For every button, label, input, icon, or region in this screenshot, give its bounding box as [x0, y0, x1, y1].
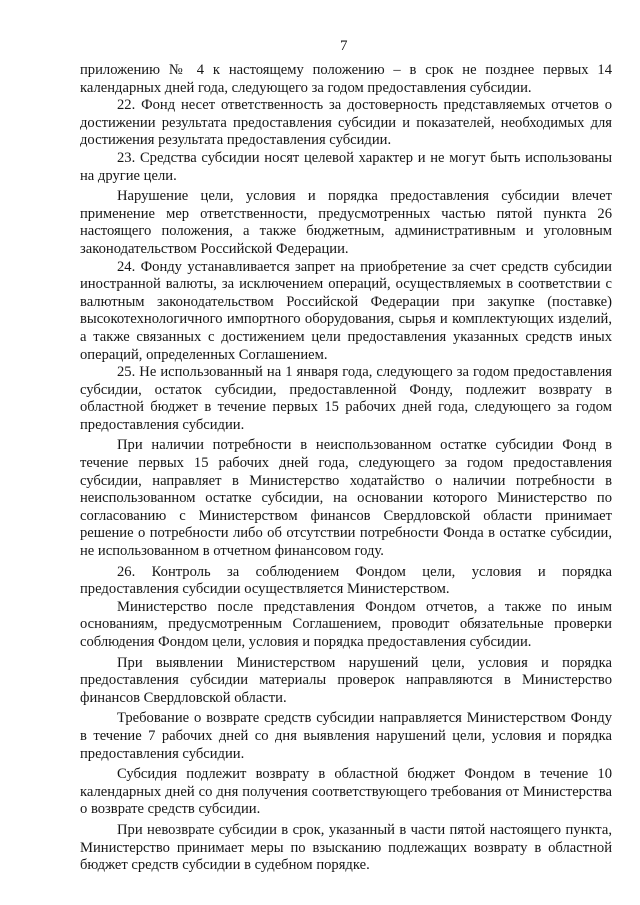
paragraph-25-need: При наличии потребности в неиспользованном остатке субсидии Фонд в течение первых 15 рабочих дней года, следующего за годом предоставления субсидии, направляет в Министерство ходатайство о наличии потребности в неиспользованном остатке субсидии, на основании которого Министерство по согласованию с Министерством финансов Свердловской области принимает решение о потребности либо об отсутствии потребности Фонда в остатке субсидии, не использованном в отчетном финансовом году.	[80, 437, 612, 560]
paragraph-26: 26. Контроль за соблюдением Фондом цели, условия и порядка предоставления субсидии осуществляется Министерством.	[80, 563, 612, 598]
paragraph-25: 25. Не использованный на 1 января года, следующего за годом предоставления субсидии, остаток субсидии, предоставленной Фонду, подлежит возврату в областной бюджет в течение первых 15 рабочих дней года, следующего за годом предоставления субсидии.	[80, 364, 612, 433]
paragraph-26-inspections: Министерство после представления Фондом отчетов, а также по иным основаниям, предусмотренным Соглашением, проводит обязательные проверки соблюдения Фондом цели, условия и порядка предоставления субсидии.	[80, 598, 612, 650]
page-number: 7	[340, 38, 348, 54]
paragraph-26-demand: Требование о возврате средств субсидии направляется Министерством Фонду в течение 7 рабочих дней со дня выявления нарушений цели, условия и порядка предоставления субсидии.	[80, 710, 612, 762]
paragraph-23: 23. Средства субсидии носят целевой характер и не могут быть использованы на другие цели.	[80, 149, 612, 184]
paragraph-24: 24. Фонду устанавливается запрет на приобретение за счет средств субсидии иностранной валюты, за исключением операций, осуществляемых в соответствии с валютным законодательством Российской Федерации при закупке (поставке) высокотехнологичного импортного оборудования, сырья и комплектующих изделий, а также связанных с достижением цели предоставления указанных средств иных операций, определенных Соглашением.	[80, 258, 612, 363]
paragraph-26-enforcement: При невозврате субсидии в срок, указанный в части пятой настоящего пункта, Министерство принимает меры по взысканию подлежащих возврату в областной бюджет средств субсидии в судебном порядке.	[80, 821, 612, 874]
document-body	[80, 62, 612, 875]
paragraph-22: 22. Фонд несет ответственность за достоверность представляемых отчетов о достижении результата предоставления субсидии и показателей, необходимых для достижения результата предоставления субсидии.	[80, 97, 612, 149]
paragraph-23-violation: Нарушение цели, условия и порядка предоставления субсидии влечет применение мер ответственности, предусмотренных частью пятой пункта 26 настоящего положения, а также бюджетным, административным и уголовным законодательством Российской Федерации.	[80, 188, 612, 257]
paragraph-26-refund: Субсидия подлежит возврату в областной бюджет Фондом в течение 10 календарных дней со дня получения соответствующего требования от Министерства о возврате средств субсидии.	[80, 766, 612, 818]
paragraph-continuation: приложению № 4 к настоящему положению – в срок не позднее первых 14 календарных дней года, следующего за годом предоставления субсидии.	[80, 62, 612, 96]
paragraph-26-violations: При выявлении Министерством нарушений цели, условия и порядка предоставления субсидии материалы проверок направляются в Министерство финансов Свердловской области.	[80, 654, 612, 706]
